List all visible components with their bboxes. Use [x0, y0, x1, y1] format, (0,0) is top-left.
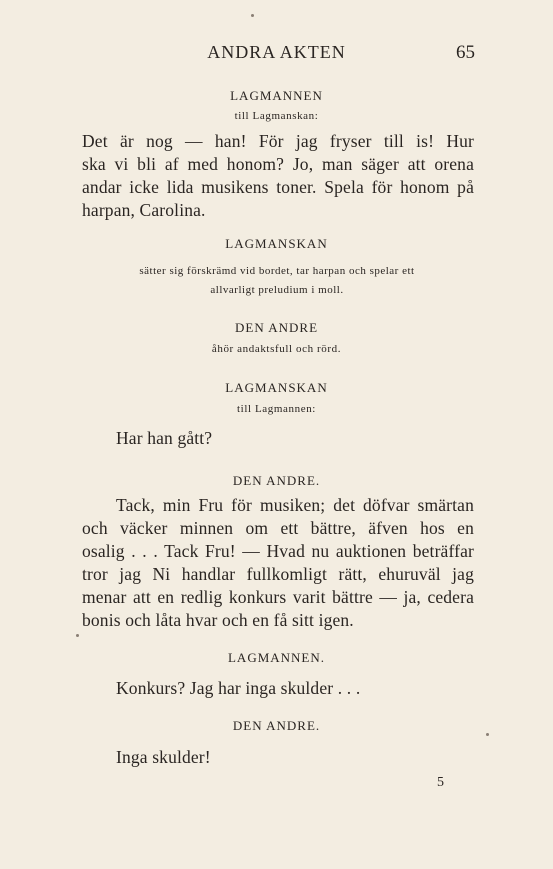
stage-direction: till Lagmannen: [237, 403, 316, 415]
speech-line: tror jag Ni handlar fullkomligt rätt, ehuruväl jag [82, 564, 474, 584]
stage-direction-line: sätter sig förskrämd vid bordet, tar harpan och spelar ett [139, 265, 415, 277]
stage-direction: till Lagmanskan: [234, 110, 319, 122]
speech-line: Det är nog — han! För jag fryser till is! Hur [82, 131, 474, 151]
page-header [0, 42, 553, 66]
speech-line: andar icke lida musikens toner. Spela för honom på [82, 177, 474, 197]
speech-line: harpan, Carolina. [82, 200, 206, 220]
speech-line: bonis och låta hvar och en få sitt igen. [82, 610, 354, 630]
stage-direction: åhör andaktsfull och rörd. [211, 343, 342, 355]
speaker-name: LAGMANNEN [230, 88, 323, 103]
page-number: 65 [456, 42, 475, 63]
running-head: ANDRA AKTEN [207, 42, 346, 62]
speaker-name: LAGMANNEN. [227, 650, 326, 665]
speaker-name: DEN ANDRE [234, 320, 319, 335]
speaker-name: LAGMANSKAN [225, 236, 328, 251]
speech-line: och väcker minnen om ett bättre, äfven hos en [82, 518, 474, 538]
paper-speck [486, 733, 489, 736]
speaker-name: LAGMANSKAN [225, 380, 328, 395]
speech-line: osalig . . . Tack Fru! — Hvad nu auktionen beträffar [82, 541, 474, 561]
speech-line: Tack, min Fru för musiken; det döfvar smärtan [116, 495, 474, 515]
signature-mark: 5 [437, 775, 444, 790]
speech-line: menar att en redlig konkurs varit bättre — ja, cedera [82, 587, 474, 607]
stage-direction [102, 262, 452, 300]
paper-speck [76, 634, 79, 637]
speaker-name: DEN ANDRE. [232, 718, 321, 733]
speech-line: Inga skulder! [116, 747, 211, 767]
speech-paragraph [82, 494, 474, 632]
speech-line: Har han gått? [116, 428, 213, 448]
speech-line: ska vi bli af med honom? Jo, man säger att orena [82, 154, 474, 174]
speech-paragraph [82, 130, 474, 222]
paper-speck [251, 14, 254, 17]
speaker-name: DEN ANDRE. [232, 473, 321, 488]
stage-direction-line: allvarligt preludium i moll. [210, 284, 344, 296]
speech-line: Konkurs? Jag har inga skulder . . . [116, 678, 361, 698]
